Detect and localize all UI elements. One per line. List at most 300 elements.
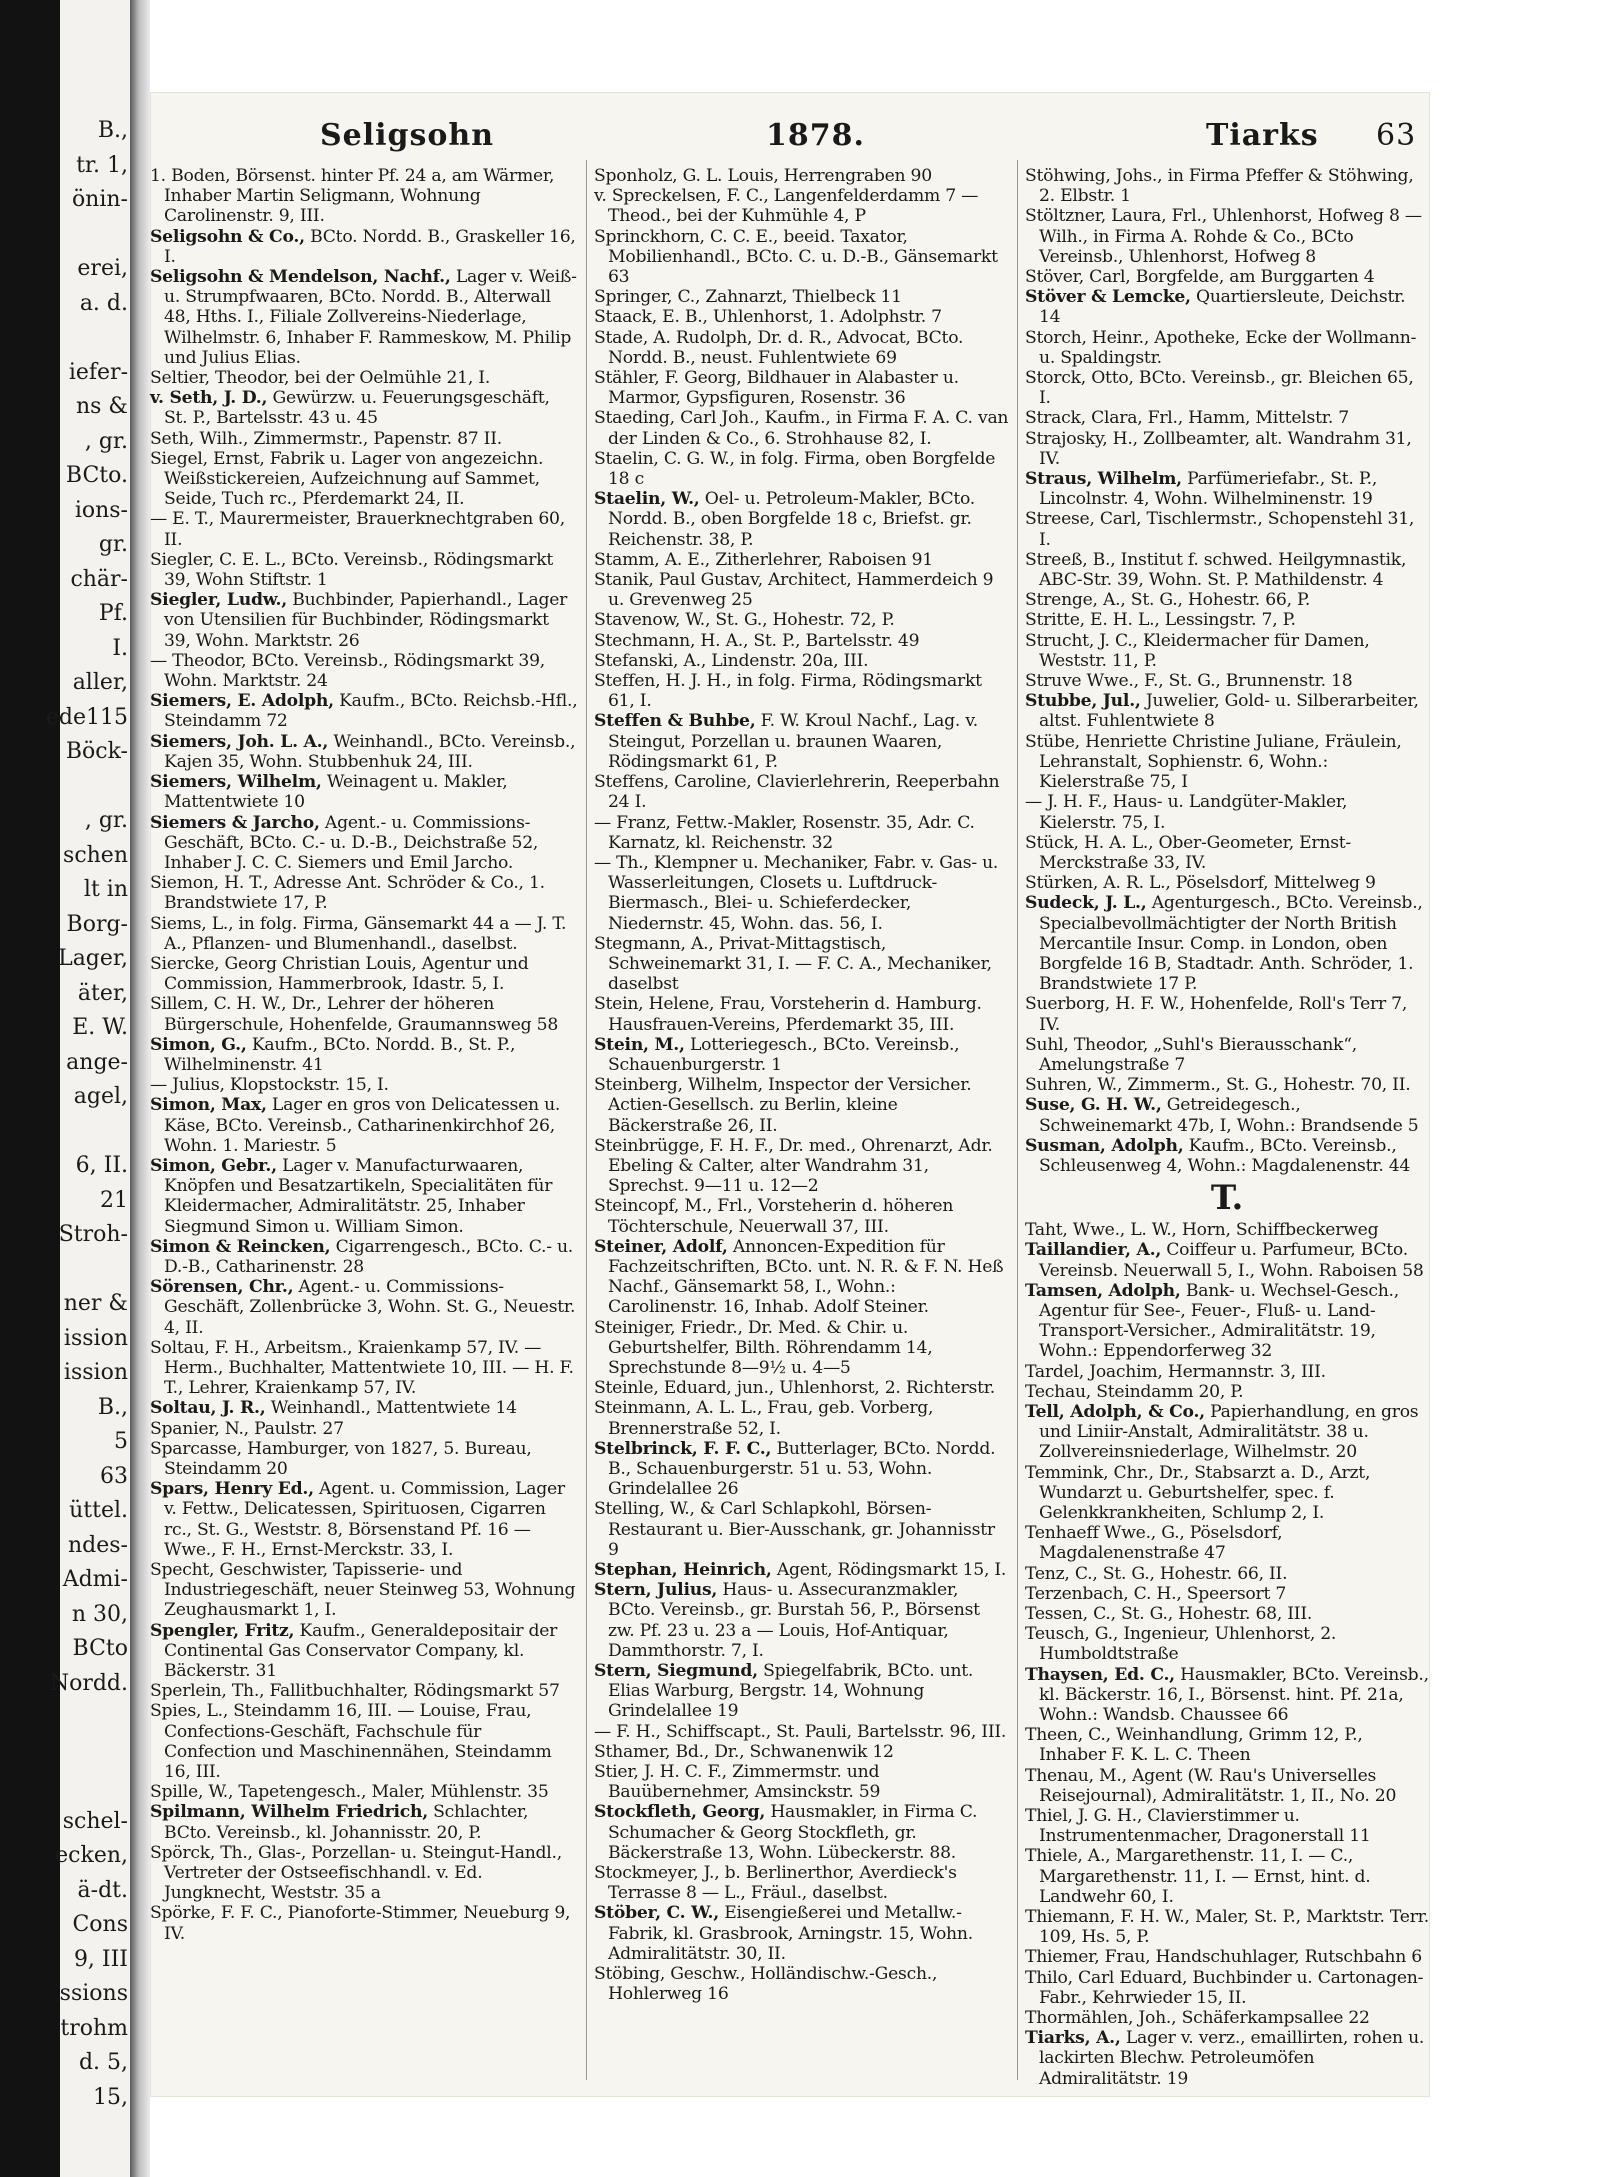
directory-entry — [594, 1398, 1010, 1438]
previous-page-fragment: iefer- — [68, 359, 128, 385]
entry-name: Siemers, Joh. L. A., — [150, 731, 329, 752]
entry-text: Agent. u. Commission, Lager v. Fettw., Delicatessen, Spirituosen, Cigarren rc., St. G., Weststr. 8, Börsenstand Pf. 16 — Wwe., F. H., Ernst-Merckstr. 33, I. — [164, 1479, 565, 1560]
directory-entry — [594, 631, 1010, 651]
entry-text: Stanik, Paul Gustav, Architect, Hammerdeich 9 u. Grevenweg 25 — [594, 570, 994, 611]
entry-text: Agent, Rödingsmarkt 15, I. — [776, 1560, 1007, 1581]
entry-name: Spars, Henry Ed., — [150, 1479, 314, 1500]
entry-text: Tenz, C., St. G., Hohestr. 66, II. — [1025, 1563, 1288, 1584]
previous-page-fragment: n 30, — [71, 1601, 128, 1627]
directory-entry — [594, 651, 1010, 671]
entry-text: Spanier, N., Paulstr. 27 — [150, 1418, 344, 1439]
previous-page-fragment: chär- — [70, 566, 128, 592]
previous-page-fragment: ndes- — [68, 1532, 128, 1558]
previous-page-fragment: Lager, — [58, 946, 128, 971]
directory-entry — [150, 1479, 578, 1560]
directory-entry — [150, 509, 578, 549]
directory-entry — [150, 1681, 578, 1701]
entry-text: Stier, J. H. C. F., Zimmermstr. und Bauübernehmer, Amsinckstr. 59 — [594, 1762, 881, 1803]
entry-text: Kaufm., BCto. Reichsb.-Hfl., Steindamm 72 — [164, 691, 578, 732]
entry-name: Stelbrinck, F. F. C., — [594, 1438, 772, 1459]
entry-text: Teusch, G., Ingenieur, Uhlenhorst, 2. Humboldtstraße — [1025, 1624, 1337, 1665]
entry-text: Springer, C., Zahnarzt, Thielbeck 11 — [594, 287, 902, 308]
directory-entry — [594, 1237, 1010, 1318]
previous-page-fragment: E. W. — [72, 1015, 128, 1040]
entry-text: Steffens, Caroline, Clavierlehrerin, Reeperbahn 24 I. — [594, 772, 1000, 813]
previous-page-fragment: tr. 1, — [76, 152, 128, 178]
entry-text: Siems, L., in folg. Firma, Gänsemarkt 44 a — J. T. A., Pflanzen- und Blumenhandl., daselbst. — [150, 913, 567, 954]
entry-text: Sperlein, Th., Fallitbuchhalter, Rödingsmarkt 57 — [150, 1681, 560, 1702]
entry-text: Stübe, Henriette Christine Juliane, Fräulein, Lehranstalt, Sophienstr. 6, Wohn.: Kielerstraße 75, I — [1025, 731, 1402, 793]
directory-entry — [150, 1419, 578, 1439]
previous-page-fragment: ission — [63, 1360, 128, 1385]
directory-entry — [150, 651, 578, 691]
entry-name: Thaysen, Ed. C., — [1025, 1664, 1175, 1685]
entry-text: 1. Boden, Börsenst. hinter Pf. 24 a, am Wärmer, Inhaber Martin Seligmann, Wohnung Carolinenstr. 9, III. — [150, 166, 555, 227]
entry-name: Simon, G., — [150, 1034, 247, 1055]
directory-entry — [594, 287, 1010, 307]
entry-text: Lager v. Weiß- u. Strumpfwaaren, BCto. Nordd. B., Alterwall 48, Hths. I., Filiale Zollvereins-Niederlage, Wilhelmstr. 6, Inhaber F. Rammeskow, M. Philip und Julius Elias. — [164, 267, 577, 368]
page-fold — [130, 0, 150, 2177]
previous-page-fragment: Borg- — [66, 911, 128, 937]
directory-entry — [1025, 590, 1429, 610]
entry-name: Siemers & Jarcho, — [150, 812, 320, 833]
entry-text: Sponholz, G. L. Louis, Herrengraben 90 — [594, 166, 932, 186]
entry-text: Stechmann, H. A., St. P., Bartelsstr. 49 — [594, 630, 920, 651]
entry-text: Stockmeyer, J., b. Berlinerthor, Averdieck's Terrasse 8 — L., Fräul., daselbst. — [594, 1863, 957, 1904]
entry-text: Sillem, C. H. W., Dr., Lehrer der höheren Bürgerschule, Hohenfelde, Graumannsweg 58 — [150, 994, 559, 1035]
directory-entry — [1025, 1624, 1429, 1664]
entry-text: Steffen, H. J. H., in folg. Firma, Rödingsmarkt 61, I. — [594, 671, 982, 712]
directory-entry — [594, 994, 1010, 1034]
entry-text: Kaufm., BCto. Nordd. B., St. P., Wilhelminenstr. 41 — [164, 1034, 516, 1075]
entry-text: Spörck, Th., Glas-, Porzellan- u. Steingut-Handl., Vertreter der Ostseefischhandl. v. Ed. Jungknecht, Weststr. 35 a — [150, 1842, 562, 1904]
entry-name: Tamsen, Adolph, — [1025, 1280, 1181, 1301]
directory-entry — [1025, 408, 1429, 428]
directory-entry — [1025, 792, 1429, 832]
entry-text: Theen, C., Weinhandlung, Grimm 12, P., Inhaber F. K. L. C. Theen — [1025, 1725, 1363, 1766]
directory-entry — [594, 711, 1010, 772]
entry-text: Papierhandlung, en gros und Liniir-Anstalt, Admiralitätstr. 38 u. Zollvereinsniederlage, Wilhelmstr. 20 — [1039, 1401, 1419, 1463]
directory-entry — [1025, 1035, 1429, 1075]
directory-entry — [594, 489, 1010, 550]
entry-text: Hausmakler, BCto. Vereinsb., kl. Bäckerstr. 16, I., Börsenst. hint. Pf. 21a, Wohn.: Wandsb. Chaussee 66 — [1039, 1664, 1429, 1726]
directory-entry — [594, 328, 1010, 368]
entry-text: Stegmann, A., Privat-Mittagstisch, Schweinemarkt 31, I. — F. C. A., Mechaniker, daselbst — [594, 933, 992, 995]
directory-entry — [150, 732, 578, 772]
directory-entry — [594, 368, 1010, 408]
entry-text: Stein, Helene, Frau, Vorsteherin d. Hamburg. Hausfrauen-Vereins, Pferdemarkt 35, III. — [594, 994, 982, 1035]
previous-page-fragment: 5 — [114, 1429, 128, 1454]
directory-entry — [594, 1863, 1010, 1903]
directory-entry — [594, 853, 1010, 934]
previous-page-fragment: d. 5, — [78, 2050, 128, 2075]
directory-entry — [150, 873, 578, 913]
entry-text: Thiemer, Frau, Handschuhlager, Rutschbahn 6 — [1025, 1947, 1422, 1968]
entry-text: Parfümeriefabr., St. P., Lincolnstr. 4, Wohn. Wilhelminenstr. 19 — [1039, 469, 1378, 510]
previous-page-fragment: ange- — [66, 1049, 128, 1075]
directory-entry — [1025, 2008, 1429, 2028]
directory-entry — [594, 1661, 1010, 1722]
entry-name: Siemers, Wilhelm, — [150, 772, 322, 793]
entry-name: Stöber, C. W., — [594, 1903, 719, 1924]
header-right-keyword: Tiarks — [1206, 118, 1319, 153]
entry-text: Storch, Heinr., Apotheke, Ecke der Wollmann- u. Spaldingstr. — [1025, 327, 1417, 368]
entry-text: Oel- u. Petroleum-Makler, BCto. Nordd. B., oben Borgfelde 18 c, Briefst. gr. Reichenstr. 38, P. — [608, 489, 976, 550]
directory-entry — [150, 1075, 578, 1095]
directory-entry — [594, 1762, 1010, 1802]
previous-page-fragment: ns & — [75, 394, 128, 419]
previous-page-fragment: ä-dt. — [77, 1877, 128, 1903]
previous-page-fragment: gr. — [98, 532, 128, 557]
entry-name: Stein, M., — [594, 1034, 685, 1055]
previous-page-fragment: , gr. — [84, 808, 128, 833]
entry-text: Spille, W., Tapetengesch., Maler, Mühlenstr. 35 — [150, 1782, 549, 1803]
entry-text: Soltau, F. H., Arbeitsm., Kraienkamp 57, IV. — Herm., Buchhalter, Mattentwiete 10, III. — H. F. T., Lehrer, Kraienkamp 57, IV. — [150, 1337, 574, 1399]
entry-text: Steinle, Eduard, jun., Uhlenhorst, 2. Richterstr. — [594, 1378, 996, 1399]
directory-entry — [150, 267, 578, 368]
entry-text: Suhren, W., Zimmerm., St. G., Hohestr. 70, II. — [1025, 1075, 1411, 1096]
entry-name: Spengler, Fritz, — [150, 1620, 295, 1641]
previous-page-fragment: Böck- — [65, 739, 128, 764]
entry-name: Stern, Siegmund, — [594, 1661, 758, 1682]
directory-entry — [594, 1318, 1010, 1379]
header-left-keyword: Seligsohn — [320, 118, 495, 153]
directory-entry — [150, 590, 578, 651]
directory-entry — [150, 166, 578, 227]
directory-entry — [594, 610, 1010, 630]
entry-text: Techau, Steindamm 20, P. — [1025, 1381, 1244, 1402]
entry-text: Lager v. Manufacturwaaren, Knöpfen und Besatzartikeln, Specialitäten für Kleidermacher, Admiralitätstr. 25, Inhaber Siegmund Simon u. William Simon. — [164, 1155, 553, 1237]
directory-entry — [1025, 1584, 1429, 1604]
entry-text: Steiniger, Friedr., Dr. Med. & Chir. u. Geburtshelfer, Bilth. Röhrendamm 14, Sprechstunde 8—9½ u. 4—5 — [594, 1317, 933, 1378]
entry-text: Bank- u. Wechsel-Gesch., Agentur für See-, Feuer-, Fluß- u. Land-Transport-Versicher., Admiralitätstr. 19, Wohn.: Eppendorferweg 32 — [1039, 1280, 1399, 1362]
directory-entry — [594, 1196, 1010, 1236]
directory-entry — [150, 1560, 578, 1621]
entry-text: Lager en gros von Delicatessen u. Käse, BCto. Vereinsb., Catharinenkirchhof 26, Wohn. 1. Mariestr. 5 — [164, 1095, 561, 1156]
entry-text: Strajosky, H., Zollbeamter, alt. Wandrahm 31, IV. — [1025, 428, 1412, 469]
directory-entry — [1025, 1220, 1429, 1240]
entry-name: Staelin, W., — [594, 489, 700, 510]
entry-text: Storck, Otto, BCto. Vereinsb., gr. Bleichen 65, I. — [1025, 368, 1414, 409]
entry-text: — Theodor, BCto. Vereinsb., Rödingsmarkt 39, Wohn. Marktstr. 24 — [150, 650, 546, 692]
directory-entry — [150, 449, 578, 510]
previous-page-fragment: äter, — [77, 980, 128, 1006]
previous-page-fragment: ecken, — [55, 1843, 128, 1868]
entry-text: Juwelier, Gold- u. Silberarbeiter, altst. Fuhlentwiete 8 — [1039, 691, 1419, 732]
entry-text: Agent.- u. Commissions-Geschäft, Zollenbrücke 3, Wohn. St. G., Neuestr. 4, II. — [164, 1277, 576, 1338]
previous-page-edge — [45, 0, 132, 2177]
entry-name: Stephan, Heinrich, — [594, 1560, 772, 1581]
entry-text: BCto. Nordd. B., Graskeller 16, I. — [164, 226, 576, 267]
entry-text: Stöver, Carl, Borgfelde, am Burggarten 4 — [1025, 267, 1375, 288]
previous-page-fragment: aller, — [72, 670, 128, 695]
directory-entry — [1025, 1136, 1429, 1176]
directory-entry — [1025, 1806, 1429, 1846]
entry-text: Suerborg, H. F. W., Hohenfelde, Roll's Terr 7, IV. — [1025, 994, 1408, 1035]
entry-text: Spiegelfabrik, BCto. unt. Elias Warburg, Bergstr. 14, Wohnung Grindelallee 19 — [608, 1661, 974, 1722]
entry-text: Coiffeur u. Parfumeur, BCto. Vereinsb. Neuerwall 5, I., Wohn. Raboisen 58 — [1039, 1240, 1424, 1281]
entry-text: Thiele, A., Margarethenstr. 11, I. — C., Margarethenstr. 11, I. — Ernst, hint. d. Landwehr 60, I. — [1025, 1846, 1371, 1907]
entry-text: Stritte, E. H. L., Lessingstr. 7, P. — [1025, 610, 1296, 631]
directory-entry — [150, 813, 578, 874]
directory-entry — [1025, 1240, 1429, 1280]
directory-entry — [1025, 1075, 1429, 1095]
directory-entry — [594, 1075, 1010, 1136]
entry-text: Stöbing, Geschw., Holländischw.-Gesch., Hohlerweg 16 — [594, 1964, 938, 2005]
directory-entry — [1025, 631, 1429, 671]
directory-entry — [1025, 732, 1429, 793]
entry-text: Staeding, Carl Joh., Kaufm., in Firma F. A. C. van der Linden & Co., 6. Strohhause 82, I. — [594, 408, 1009, 449]
directory-entry — [1025, 368, 1429, 408]
previous-page-fragment: Pf. — [98, 601, 128, 626]
directory-entry — [1025, 287, 1429, 327]
directory-entry — [150, 388, 578, 428]
entry-text: — Franz, Fettw.-Makler, Rosenstr. 35, Adr. C. Karnatz, kl. Reichenstr. 32 — [594, 812, 975, 853]
directory-entry — [594, 1802, 1010, 1863]
entry-text: Tardel, Joachim, Hermannstr. 3, III. — [1025, 1361, 1326, 1382]
entry-text: Suhl, Theodor, „Suhl's Bierausschank“, Amelungstraße 7 — [1025, 1034, 1357, 1075]
entry-text: Terzenbach, C. H., Speersort 7 — [1025, 1583, 1287, 1604]
entry-text: — Th., Klempner u. Mechaniker, Fabr. v. Gas- u. Wasserleitungen, Closets u. Luftdruck-Biermasch., Blei- u. Schieferdecker, Niedernstr. 45, Wohn. das. 56, I. — [594, 852, 999, 934]
previous-page-fragment: ede115 — [45, 704, 128, 730]
entry-text: Spies, L., Steindamm 16, III. — Louise, Frau, Confections-Geschäft, Fachschule für Confection und Maschinennähen, Steindamm 16, III. — [150, 1701, 552, 1783]
previous-page-fragment: schel- — [62, 1808, 128, 1834]
entry-text: Sthamer, Bd., Dr., Schwanenwik 12 — [594, 1741, 894, 1762]
directory-entry — [1025, 1846, 1429, 1907]
page-header — [168, 118, 1428, 162]
directory-entry — [150, 1035, 578, 1075]
directory-entry — [1025, 1564, 1429, 1584]
directory-entry — [594, 186, 1010, 226]
directory-entry — [150, 1701, 578, 1782]
section-letter-t: T. — [1210, 1178, 1244, 1219]
entry-name: Taillandier, A., — [1025, 1240, 1162, 1261]
previous-page-fragment: 9, III — [73, 1946, 128, 1972]
previous-page-fragment: ission — [63, 1325, 128, 1351]
entry-name: Stern, Julius, — [594, 1580, 718, 1601]
directory-entry — [150, 1237, 578, 1277]
entry-name: Stockfleth, Georg, — [594, 1802, 766, 1823]
entry-text: Strenge, A., St. G., Hohestr. 66, P. — [1025, 590, 1311, 611]
directory-entry — [150, 550, 578, 590]
directory-entry — [1025, 509, 1429, 549]
previous-page-fragment: 21 — [100, 1187, 128, 1213]
column-3 — [1025, 166, 1429, 2089]
directory-entry — [150, 227, 578, 267]
entry-text: — Julius, Klopstockstr. 15, I. — [150, 1075, 389, 1096]
directory-entry — [1025, 166, 1429, 206]
entry-text: Siegel, Ernst, Fabrik u. Lager von angezeichn. Weißstickereien, Aufzeichnung auf Sammet, Seide, Tuch rc., Pferdemarkt 24, II. — [150, 448, 544, 510]
entry-text: Struve Wwe., F., St. G., Brunnenstr. 18 — [1025, 671, 1353, 692]
entry-text: Stöhwing, Johs., in Firma Pfeffer & Stöhwing, 2. Elbstr. 1 — [1025, 166, 1414, 207]
entry-name: Simon, Max, — [150, 1095, 267, 1116]
entry-text: Lotteriegesch., BCto. Vereinsb., Schauenburgerstr. 1 — [608, 1034, 960, 1075]
header-year: 1878. — [766, 118, 865, 153]
directory-entry — [1025, 610, 1429, 630]
entry-text: v. Spreckelsen, F. C., Langenfelderdamm 7 — Theod., bei der Kuhmühle 4, P — [594, 186, 979, 227]
directory-entry — [1025, 671, 1429, 691]
directory-entry — [594, 1439, 1010, 1500]
directory-entry — [594, 1903, 1010, 1964]
directory-entry — [1025, 267, 1429, 287]
directory-entry — [594, 772, 1010, 812]
directory-entry — [594, 408, 1010, 448]
entry-text: Stelling, W., & Carl Schlapkohl, Börsen-Restaurant u. Bier-Ausschank, gr. Johannisstr 9 — [594, 1499, 995, 1560]
entry-text: — J. H. F., Haus- u. Landgüter-Makler, Kielerstr. 75, I. — [1025, 792, 1348, 833]
directory-entry — [1025, 1281, 1429, 1362]
directory-entry — [150, 1621, 578, 1682]
entry-name: Simon & Reincken, — [150, 1236, 331, 1257]
entry-text: Tenhaeff Wwe., G., Pöselsdorf, Magdalenenstraße 47 — [1025, 1523, 1283, 1564]
directory-entry — [1025, 1947, 1429, 1967]
directory-entry — [150, 772, 578, 812]
directory-entry — [594, 307, 1010, 327]
directory-entry — [594, 570, 1010, 610]
entry-text: Strucht, J. C., Kleidermacher für Damen, Weststr. 11, P. — [1025, 630, 1370, 671]
previous-page-fragment: 6, II. — [75, 1153, 128, 1178]
entry-text: Kaufm., BCto. Vereinsb., Schleusenweg 4, Wohn.: Magdalenenstr. 44 — [1039, 1135, 1411, 1176]
directory-entry — [1025, 1766, 1429, 1806]
entry-text: Tessen, C., St. G., Hohestr. 68, III. — [1025, 1604, 1313, 1625]
previous-page-fragment: lt in — [83, 877, 128, 902]
directory-entry — [594, 1964, 1010, 2004]
entry-text: Stürken, A. R. L., Pöselsdorf, Mittelweg 9 — [1025, 873, 1376, 894]
previous-page-fragment: erei, — [77, 256, 128, 281]
entry-text: Sparcasse, Hamburger, von 1827, 5. Bureau, Steindamm 20 — [150, 1438, 532, 1479]
entry-name: v. Seth, J. D., — [150, 388, 268, 409]
previous-page-fragment: önin- — [71, 187, 128, 212]
column-2 — [594, 166, 1010, 2076]
directory-entry — [150, 1843, 578, 1904]
entry-text: Specht, Geschwister, Tapisserie- und Industriegeschäft, neuer Steinweg 53, Wohnung Zeughausmarkt 1, I. — [150, 1560, 576, 1621]
directory-entry — [1025, 893, 1429, 994]
entry-text: Schlachter, BCto. Vereinsb., kl. Johannisstr. 20, P. — [164, 1802, 529, 1843]
directory-entry — [150, 1277, 578, 1338]
entry-text: Weinhandl., BCto. Vereinsb., Kajen 35, Wohn. Stubbenhuk 24, III. — [164, 731, 576, 772]
entry-name: Stöver & Lemcke, — [1025, 287, 1191, 308]
directory-entry — [150, 368, 578, 388]
directory-entry — [1025, 328, 1429, 368]
entry-text: Weinagent u. Makler, Mattentwiete 10 — [164, 772, 508, 813]
previous-page-fragment: B., — [97, 1394, 128, 1420]
directory-entry — [150, 429, 578, 449]
entry-text: Stavenow, W., St. G., Hohestr. 72, P. — [594, 610, 895, 631]
entry-text: Stähler, F. Georg, Bildhauer in Alabaster u. Marmor, Gypsfiguren, Rosenstr. 36 — [594, 368, 959, 409]
entry-text: F. W. Kroul Nachf., Lag. v. Steingut, Porzellan u. braunen Waaren, Rödingsmarkt 61, P. — [608, 711, 978, 772]
entry-text: Getreidegesch., Schweinemarkt 47b, I, Wohn.: Brandsende 5 — [1039, 1095, 1419, 1136]
entry-text: Stamm, A. E., Zitherlehrer, Raboisen 91 — [594, 549, 933, 570]
directory-entry — [150, 1439, 578, 1479]
entry-text: Siercke, Georg Christian Louis, Agentur und Commission, Hammerbrook, Idastr. 5, I. — [150, 953, 529, 995]
directory-entry — [1025, 1907, 1429, 1947]
directory-entry — [1025, 873, 1429, 893]
previous-page-fragment: , gr. — [84, 428, 128, 454]
directory-entry — [594, 550, 1010, 570]
directory-entry — [1025, 1382, 1429, 1402]
previous-page-fragment: Stroh- — [58, 1222, 128, 1247]
entry-name: Steiner, Adolf, — [594, 1236, 728, 1257]
directory-entry — [594, 1722, 1010, 1742]
entry-name: Seligsohn & Mendelson, Nachf., — [150, 267, 451, 288]
entry-text: Siegler, C. E. L., BCto. Vereinsb., Rödingsmarkt 39, Wohn Stiftstr. 1 — [150, 549, 554, 591]
directory-entry — [1025, 429, 1429, 469]
directory-entry — [1025, 691, 1429, 731]
previous-page-fragment: agel, — [73, 1084, 128, 1109]
directory-entry — [150, 914, 578, 954]
directory-entry — [594, 227, 1010, 288]
entry-text: — F. H., Schiffscapt., St. Pauli, Bartelsstr. 96, III. — [594, 1721, 1007, 1742]
entry-name: Tell, Adolph, & Co., — [1025, 1401, 1205, 1422]
previous-page-fragment: ions- — [74, 497, 128, 523]
directory-entry — [594, 1580, 1010, 1661]
directory-entry — [1025, 833, 1429, 873]
entry-text: Steinbrügge, F. H. F., Dr. med., Ohrenarzt, Adr. Ebeling & Calter, alter Wandrahm 31, Sprechst. 9—11 u. 12—2 — [594, 1135, 993, 1197]
entry-name: Soltau, J. R., — [150, 1398, 266, 1419]
directory-entry — [1025, 2028, 1429, 2089]
entry-text: Steinberg, Wilhelm, Inspector der Versicher. Actien-Gesellsch. zu Berlin, kleine Bäckerstraße 26, II. — [594, 1075, 972, 1136]
directory-entry — [594, 166, 1010, 186]
entry-name: Susman, Adolph, — [1025, 1135, 1184, 1156]
entry-text: Staelin, C. G. W., in folg. Firma, oben Borgfelde 18 c — [594, 448, 996, 490]
entry-name: Stubbe, Jul., — [1025, 691, 1141, 712]
entry-text: Seth, Wilh., Zimmermstr., Papenstr. 87 II. — [150, 428, 502, 449]
entry-name: Sörensen, Chr., — [150, 1277, 294, 1298]
previous-page-fragment: I. — [112, 635, 128, 661]
directory-entry — [1025, 206, 1429, 267]
entry-text: Temmink, Chr., Dr., Stabsarzt a. D., Arzt, Wundarzt u. Geburtshelfer, spec. f. Gelenkkrankheiten, Schlump 2, I. — [1025, 1462, 1371, 1523]
directory-entry — [150, 1095, 578, 1156]
entry-name: Seligsohn & Co., — [150, 226, 305, 247]
entry-text: Stefanski, A., Lindenstr. 20a, III. — [594, 650, 869, 671]
previous-page-fragment: üttel. — [69, 1498, 128, 1523]
entry-text: Stück, H. A. L., Ober-Geometer, Ernst-Merckstraße 33, IV. — [1025, 832, 1351, 873]
previous-page-fragment: 63 — [100, 1463, 128, 1489]
directory-entry — [594, 1378, 1010, 1398]
entry-name: Sudeck, J. L., — [1025, 893, 1147, 914]
entry-text: Streeß, B., Institut f. schwed. Heilgymnastik, ABC-Str. 39, Wohn. St. P. Mathildenstr. 4 — [1025, 549, 1407, 591]
directory-entry — [150, 1156, 578, 1237]
directory-entry — [1025, 1362, 1429, 1382]
entry-text: Eisengießerei und Metallw.-Fabrik, kl. Grasbrook, Arningstr. 15, Wohn. Admiralitätstr. 30, II. — [608, 1903, 973, 1964]
directory-entry — [1025, 1665, 1429, 1726]
directory-entry — [150, 994, 578, 1034]
previous-page-fragment: Cons — [72, 1912, 128, 1937]
directory-entry — [150, 1338, 578, 1399]
entry-name: Straus, Wilhelm, — [1025, 469, 1182, 490]
directory-entry — [1025, 1095, 1429, 1135]
directory-entry — [1025, 1463, 1429, 1524]
entry-text: Streese, Carl, Tischlermstr., Schopenstehl 31, I. — [1025, 509, 1415, 550]
directory-entry — [1025, 1968, 1429, 2008]
previous-page-fragment: Admi- — [62, 1567, 128, 1592]
entry-text: Sprinckhorn, C. C. E., beeid. Taxator, Mobilienhandl., BCto. C. u. D.-B., Gänsemarkt 63 — [594, 226, 998, 288]
entry-text: Agenturgesch., BCto. Vereinsb., Specialbevollmächtigter der North British Mercantile Insur. Comp. in London, oben Borgfelde 16 B, Stadtadr. Anth. Schröder, 1. Brandstwiete 17 P. — [1039, 893, 1423, 995]
entry-text: Cigarrengesch., BCto. C.- u. D.-B., Catharinenstr. 28 — [164, 1236, 574, 1277]
entry-text: Siemon, H. T., Adresse Ant. Schröder & Co., 1. Brandstwiete 17, P. — [150, 873, 545, 914]
column-rule — [1017, 160, 1018, 2080]
directory-entry — [1025, 550, 1429, 590]
directory-entry — [1025, 469, 1429, 509]
entry-text: Thormählen, Joh., Schäferkampsallee 22 — [1025, 2008, 1370, 2029]
directory-entry — [594, 449, 1010, 489]
entry-text: Steincopf, M., Frl., Vorsteherin d. höheren Töchterschule, Neuerwall 37, III. — [594, 1196, 954, 1237]
directory-entry — [150, 1398, 578, 1418]
scan-background — [0, 0, 60, 2177]
entry-text: Hausmakler, in Firma C. Schumacher & Georg Stockfleth, gr. Bäckerstraße 13, Wohn. Lübeckerstr. 88. — [608, 1802, 978, 1863]
entry-text: Lager v. verz., emaillirten, rohen u. lackirten Blechw. Petroleumöfen Admiralitätstr. 19 — [1039, 2028, 1425, 2089]
directory-entry — [1025, 1725, 1429, 1765]
previous-page-fragment: B., — [97, 118, 128, 143]
